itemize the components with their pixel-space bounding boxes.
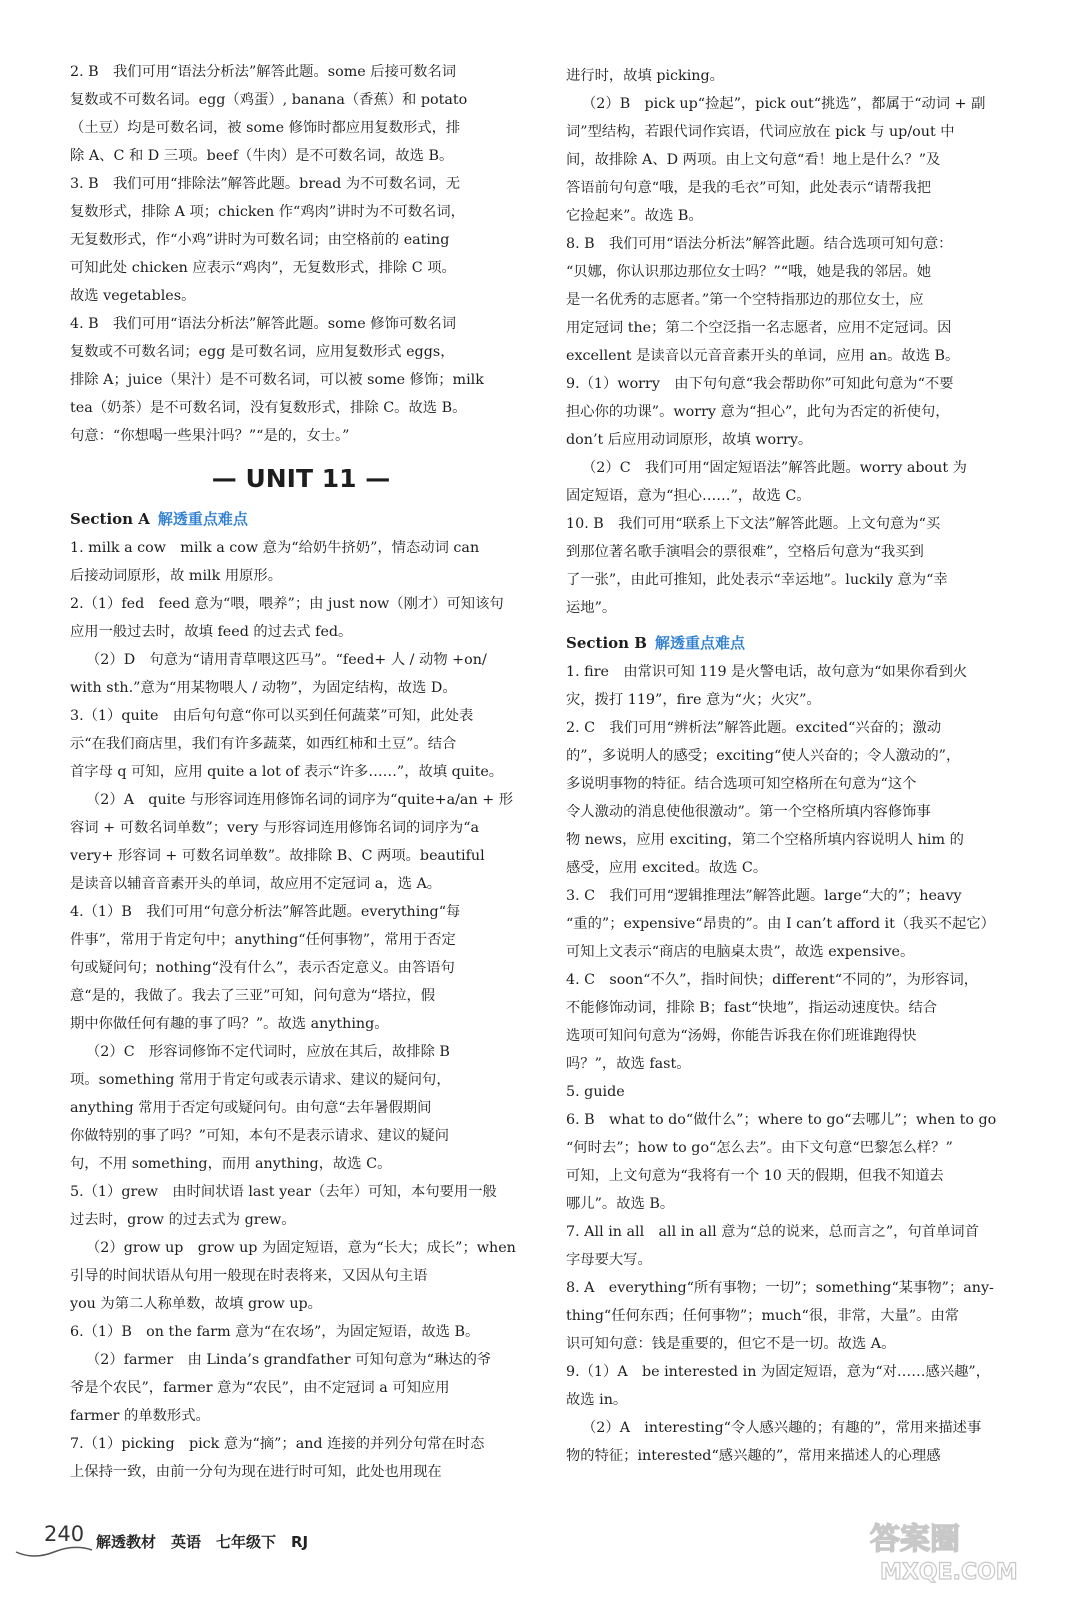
answer-line: 8. B 我们可用“语法分析法”解答此题。结合选项可知句意： bbox=[566, 236, 953, 252]
answer-line: 除 A、C 和 D 三项。beef（牛肉）是不可数名词，故选 B。 bbox=[70, 148, 454, 164]
answer-line: 句，不用 something，而用 anything，故选 C。 bbox=[70, 1156, 392, 1172]
answer-line: 可知此处 chicken 应表示“鸡肉”，无复数形式，排除 C 项。 bbox=[70, 260, 456, 276]
answer-line: 可知，上文句意为“我将有一个 10 天的假期，但我不知道去 bbox=[566, 1168, 944, 1184]
answer-line: 4.（1）B 我们可用“句意分析法”解答此题。everything“每 bbox=[70, 904, 461, 920]
answer-line: 担心你的功课”。worry 意为“担心”，此句为否定的祈使句， bbox=[566, 404, 950, 420]
answer-line: thing“任何东西；任何事物”；much“很，非常，大量”。由常 bbox=[566, 1308, 960, 1324]
answer-line: 故选 in。 bbox=[566, 1392, 628, 1408]
answer-line: （2）B pick up“捡起”，pick out“挑选”，都属于“动词 + 副 bbox=[582, 96, 986, 112]
answer-line: 过去时，grow 的过去式为 grew。 bbox=[70, 1212, 296, 1228]
answer-line: 3.（1）quite 由后句句意“你可以买到任何蔬菜”可知，此处表 bbox=[70, 708, 474, 724]
answer-line: “何时去”；how to go“怎么去”。由下文句意“巴黎怎么样？” bbox=[566, 1140, 953, 1156]
answer-line: （2）A quite 与形容词连用修饰名词的词序为“quite+a/an + 形 bbox=[86, 792, 514, 808]
section-b-answers bbox=[566, 658, 1028, 1470]
answer-line: 句意：“你想喝一些果汁吗？”“是的，女士。” bbox=[70, 428, 350, 444]
answer-line: very+ 形容词 + 可数名词单数”。故排除 B、C 两项。beautiful bbox=[70, 848, 485, 864]
answer-line: 固定短语，意为“担心……”，故选 C。 bbox=[566, 488, 811, 504]
answer-line: 词”型结构，若跟代词作宾语，代词应放在 pick 与 up/out 中 bbox=[566, 124, 955, 140]
answer-line: 2.（1）fed feed 意为“喂，喂养”；由 just now（刚才）可知该句 bbox=[70, 596, 504, 612]
left-column bbox=[70, 58, 532, 1486]
answer-line: （2）C 我们可用“固定短语法”解答此题。worry about 为 bbox=[582, 460, 967, 476]
answer-line: don’t 后应用动词原形，故填 worry。 bbox=[566, 432, 813, 448]
answer-line: 你做特别的事了吗？”可知，本句不是表示请求、建议的疑问 bbox=[70, 1128, 450, 1144]
answer-line: 的”，多说明人的感受；exciting“使人兴奋的；令人激动的”， bbox=[566, 748, 961, 764]
answer-line: （2）grow up grow up 为固定短语，意为“长大；成长”；when bbox=[86, 1240, 516, 1256]
answer-line: 首字母 q 可知，应用 quite a lot of 表示“许多……”，故填 quite。 bbox=[70, 764, 504, 780]
answer-line: 后接动词原形，故 milk 用原形。 bbox=[70, 568, 283, 584]
section-a-heading bbox=[70, 504, 532, 534]
answer-line: 6. B what to do“做什么”；where to go“去哪儿”；when to go bbox=[566, 1112, 997, 1128]
answer-line: 应用一般过去时，故填 feed 的过去式 fed。 bbox=[70, 624, 353, 640]
watermark-logo-icon bbox=[850, 1515, 1050, 1585]
right-answers-continued bbox=[566, 62, 1028, 622]
answer-line: 4. C soon“不久”，指时间快；different“不同的”，为形容词， bbox=[566, 972, 979, 988]
section-b-label: Section B bbox=[566, 634, 647, 652]
answer-line: 它捡起来”。故选 B。 bbox=[566, 208, 703, 224]
answer-line: 不能修饰动词，排除 B；fast“快地”，指运动速度快。结合 bbox=[566, 1000, 938, 1016]
answer-line: 哪儿”。故选 B。 bbox=[566, 1196, 675, 1212]
answer-line: （2）farmer 由 Linda’s grandfather 可知句意为“琳达的爷 bbox=[86, 1352, 492, 1368]
answer-line: 多说明事物的特征。结合选项可知空格所在句意为“这个 bbox=[566, 776, 917, 792]
answer-line: 识可知句意：钱是重要的，但它不是一切。故选 A。 bbox=[566, 1336, 896, 1352]
answer-line: 灾，拨打 119”，fire 意为“火；火灾”。 bbox=[566, 692, 821, 708]
left-answers-unit10 bbox=[70, 58, 532, 450]
answer-line: 了一张”，由此可推知，此处表示“幸运地”。luckily 意为“幸 bbox=[566, 572, 948, 588]
answer-line: 1. fire 由常识可知 119 是火警电话，故句意为“如果你看到火 bbox=[566, 664, 968, 680]
answer-line: 9.（1）A be interested in 为固定短语，意为“对……感兴趣”， bbox=[566, 1364, 991, 1380]
answer-line: 7.（1）picking pick 意为“摘”；and 连接的并列分句常在时态 bbox=[70, 1436, 485, 1452]
page-footer bbox=[14, 1518, 514, 1568]
answer-line: with sth.”意为“用某物喂人 / 动物”，为固定结构，故选 D。 bbox=[70, 680, 457, 696]
answer-line: 期中你做任何有趣的事了吗？”。故选 anything。 bbox=[70, 1016, 389, 1032]
answer-line: 10. B 我们可用“联系上下文法”解答此题。上文句意为“买 bbox=[566, 516, 941, 532]
answer-line: 故选 vegetables。 bbox=[70, 288, 196, 304]
right-column bbox=[566, 62, 1028, 1470]
answer-line: 复数或不可数名词。egg（鸡蛋）, banana（香蕉）和 potato bbox=[70, 92, 468, 108]
answer-line: 选项可知问句意为“汤姆，你能告诉我在你们班谁跑得快 bbox=[566, 1028, 917, 1044]
svg-text:MXQE.COM: MXQE.COM bbox=[880, 1560, 1018, 1585]
answer-line: “贝娜，你认识那边那位女士吗？”“哦，她是我的邻居。她 bbox=[566, 264, 932, 280]
section-a-subtitle: 解透重点难点 bbox=[157, 510, 248, 528]
answer-line: 项。something 常用于肯定句或表示请求、建议的疑问句， bbox=[70, 1072, 451, 1088]
answer-line: （2）C 形容词修饰不定代词时，应放在其后，故排除 B bbox=[86, 1044, 450, 1060]
answer-line: 3. B 我们可用“排除法”解答此题。bread 为不可数名词，无 bbox=[70, 176, 461, 192]
answer-line: 运地”。 bbox=[566, 600, 617, 616]
answer-line: 9.（1）worry 由下句句意“我会帮助你”可知此句意为“不要 bbox=[566, 376, 954, 392]
section-a-answers bbox=[70, 534, 532, 1486]
answer-line: 到那位著名歌手演唱会的票很难”，空格后句意为“我买到 bbox=[566, 544, 924, 560]
answer-line: （2）A interesting“令人感兴趣的；有趣的”，常用来描述事 bbox=[582, 1420, 982, 1436]
answer-line: 用定冠词 the；第二个空泛指一名志愿者，应用不定冠词。因 bbox=[566, 320, 952, 336]
answer-line: 进行时，故填 picking。 bbox=[566, 68, 724, 84]
answer-line: 5. guide bbox=[566, 1084, 625, 1100]
answer-line: 物 news，应用 exciting，第二个空格所填内容说明人 him 的 bbox=[566, 832, 964, 848]
answer-line: farmer 的单数形式。 bbox=[70, 1408, 210, 1424]
page-number: 240 bbox=[44, 1522, 85, 1546]
answer-line: 答语前句句意“哦，是我的毛衣”可知，此处表示“请帮我把 bbox=[566, 180, 932, 196]
answer-line: 意“是的，我做了。我去了三亚”可知，问句意为“塔拉，假 bbox=[70, 988, 436, 1004]
answer-line: 4. B 我们可用“语法分析法”解答此题。some 修饰可数名词 bbox=[70, 316, 457, 332]
answer-line: 容词 + 可数名词单数”；very 与形容词连用修饰名词的词序为“a bbox=[70, 820, 480, 836]
section-a-label: Section A bbox=[70, 510, 150, 528]
answer-line: 无复数形式，作“小鸡”讲时为可数名词；由空格前的 eating bbox=[70, 232, 450, 248]
answer-line: 复数形式，排除 A 项；chicken 作“鸡肉”讲时为不可数名词， bbox=[70, 204, 465, 220]
answer-line: excellent 是读音以元音音素开头的单词，应用 an。故选 B。 bbox=[566, 348, 960, 364]
answer-line: tea（奶茶）是不可数名词，没有复数形式，排除 C。故选 B。 bbox=[70, 400, 467, 416]
answer-line: 8. A everything“所有事物；一切”；something“某事物”；any- bbox=[566, 1280, 994, 1296]
answer-line: “重的”；expensive“昂贵的”。由 I can’t afford it（我买不起它） bbox=[566, 916, 995, 932]
answer-line: anything 常用于否定句或疑问句。由句意“去年暑假期间 bbox=[70, 1100, 432, 1116]
answer-line: 感受，应用 excited。故选 C。 bbox=[566, 860, 768, 876]
answer-line: 件事”，常用于肯定句中；anything“任何事物”，常用于否定 bbox=[70, 932, 456, 948]
answer-line: 是一名优秀的志愿者。”第一个空特指那边的那位女士，应 bbox=[566, 292, 924, 308]
answer-line: 爷是个农民”，farmer 意为“农民”，由不定冠词 a 可知应用 bbox=[70, 1380, 450, 1396]
answer-line: 5.（1）grew 由时间状语 last year（去年）可知，本句要用一般 bbox=[70, 1184, 497, 1200]
answer-line: 排除 A；juice（果汁）是不可数名词，可以被 some 修饰；milk bbox=[70, 372, 484, 388]
answer-line: 间，故排除 A、D 两项。由上文句意“看！地上是什么？”及 bbox=[566, 152, 941, 168]
answer-line: 吗？”，故选 fast。 bbox=[566, 1056, 691, 1072]
answer-line: （2）D 句意为“请用青草喂这匹马”。“feed+ 人 / 动物 +on/ bbox=[86, 652, 487, 668]
unit-title: — UNIT 11 — bbox=[211, 464, 391, 493]
answer-line: 可知上文表示“商店的电脑桌太贵”，故选 expensive。 bbox=[566, 944, 915, 960]
answer-line: 是读音以辅音音素开头的单词，故应用不定冠词 a，选 A。 bbox=[70, 876, 442, 892]
answer-line: （土豆）均是可数名词，被 some 修饰时都应用复数形式，排 bbox=[70, 120, 461, 136]
answer-line: 句或疑问句；nothing“没有什么”，表示否定意义。由答语句 bbox=[70, 960, 455, 976]
answer-line: 1. milk a cow milk a cow 意为“给奶牛挤奶”，情态动词 can bbox=[70, 540, 480, 556]
answer-line: 7. All in all all in all 意为“总的说来，总而言之”，句首单词首 bbox=[566, 1224, 979, 1240]
answer-line: 令人激动的消息使他很激动”。第一个空格所填内容修饰事 bbox=[566, 804, 931, 820]
section-b-subtitle: 解透重点难点 bbox=[654, 634, 745, 652]
answer-line: 示“在我们商店里，我们有许多蔬菜，如西红柿和土豆”。结合 bbox=[70, 736, 457, 752]
answer-line: you 为第二人称单数，故填 grow up。 bbox=[70, 1296, 322, 1312]
answer-line: 引导的时间状语从句用一般现在时表将来，又因从句主语 bbox=[70, 1268, 428, 1284]
answer-line: 物的特征；interested“感兴趣的”，常用来描述人的心理感 bbox=[566, 1448, 941, 1464]
book-title: 解透教材 英语 七年级下 RJ bbox=[96, 1533, 309, 1551]
answer-line: 3. C 我们可用“逻辑推理法”解答此题。large“大的”；heavy bbox=[566, 888, 962, 904]
svg-text:答案圈: 答案圈 bbox=[870, 1522, 960, 1557]
answer-line: 2. B 我们可用“语法分析法”解答此题。some 后接可数名词 bbox=[70, 64, 457, 80]
answer-line: 字母要大写。 bbox=[566, 1252, 652, 1268]
answer-line: 上保持一致，由前一分句为现在进行时可知，此处也用现在 bbox=[70, 1464, 442, 1480]
answer-line: 复数或不可数名词；egg 是可数名词，应用复数形式 eggs， bbox=[70, 344, 455, 360]
section-b-heading bbox=[566, 628, 1028, 658]
answer-line: 6.（1）B on the farm 意为“在农场”，为固定短语，故选 B。 bbox=[70, 1324, 480, 1340]
answer-line: 2. C 我们可用“辨析法”解答此题。excited“兴奋的；激动 bbox=[566, 720, 942, 736]
